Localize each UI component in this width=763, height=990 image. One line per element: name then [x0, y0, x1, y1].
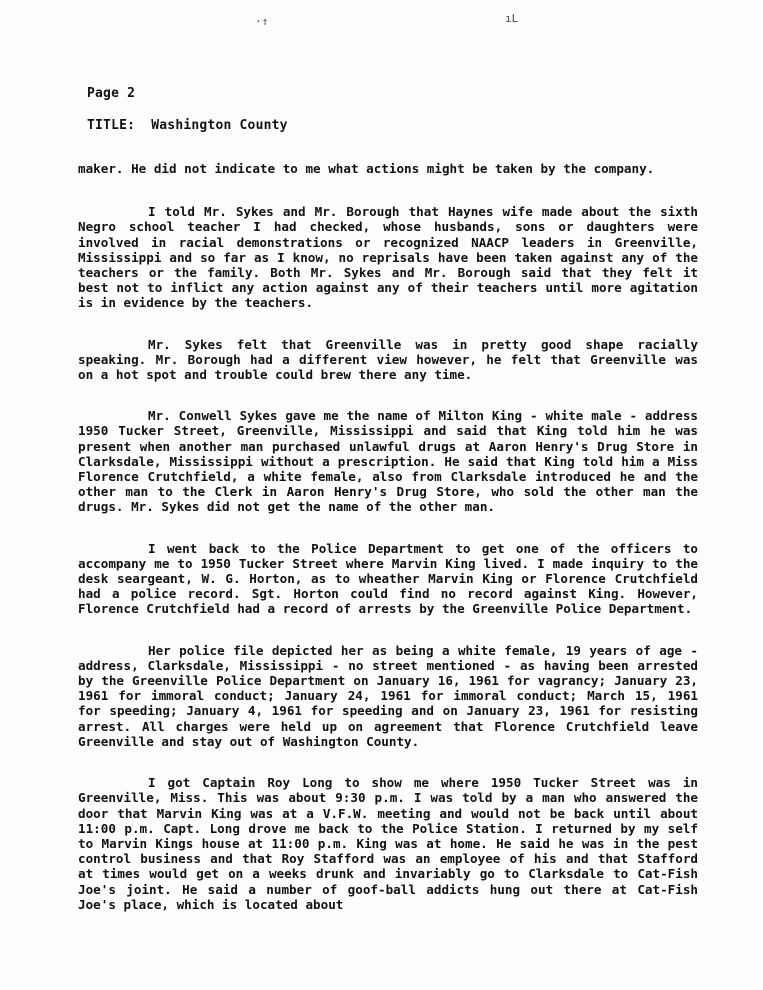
top-right-mark: ıL: [505, 12, 519, 25]
document-body: [78, 161, 698, 938]
paragraph-5: I went back to the Police Department to get one of the officers to accompany me to 1950 Tucker Street where Marvin King lived. I made inquiry to the desk seargeant, W. G. Horton, as to wheather Marvin King or Florence Crutchfield had a police record. Sgt. Horton could find no record against King. However, Florence Crutchfield had a record of arrests by the Greenville Police Department.: [78, 540, 698, 617]
paragraph-2: I told Mr. Sykes and Mr. Borough that Haynes wife made about the sixth Negro school teacher I had checked, whose husbands, sons or daughters were involved in racial demonstrations or recognized NAACP leaders in Greenville, Mississippi and so far as I know, no reprisals have been taken against any of the teachers or the family. Both Mr. Sykes and Mr. Borough said that they felt it best not to inflict any action against any of their teachers until more agitation is in evidence by the teachers.: [78, 204, 698, 311]
top-left-mark: ·↑: [255, 15, 269, 28]
paragraph-1: maker. He did not indicate to me what actions might be taken by the company.: [78, 161, 655, 176]
paragraph-3: Mr. Sykes felt that Greenville was in pretty good shape racially speaking. Mr. Borough had a different view however, he felt that Greenville was on a hot spot and trouble could brew there any time.: [78, 336, 698, 383]
title-line: [87, 118, 288, 133]
paragraph-7: I got Captain Roy Long to show me where 1950 Tucker Street was in Greenville, Miss. This was about 9:30 p.m. I was told by a man who answered the door that Marvin King was at a V.F.W. meeting and would not be back until about 11:00 p.m. Capt. Long drove me back to the Police Station. I returned by my self to Marvin Kings house at 11:00 p.m. King was at home. He said he was in the pest control business and that Roy Stafford was an employee of his and that Stafford at times would get on a weeks drunk and invariably go to Clarksdale to Cat-Fish Joe's joint. He said a number of goof-ball addicts hung out there at Cat-Fish Joe's place, which is located about: [78, 775, 698, 912]
title-label: TITLE:: [87, 118, 136, 133]
page-number: Page 2: [87, 86, 136, 101]
paragraph-4: Mr. Conwell Sykes gave me the name of Milton King - white male - address 1950 Tucker Street, Greenville, Mississippi and said that King told him he was present when another man purchased unlawful drugs at Aaron Henry's Drug Store in Clarksdale, Mississippi without a prescription. He said that King told him a Miss Florence Crutchfield, a white female, also from Clarksdale introduced he and the other man to the Clerk in Aaron Henry's Drug Store, who sold the other man the drugs. Mr. Sykes did not get the name of the other man.: [78, 408, 698, 515]
title-value: Washington County: [151, 118, 288, 133]
paragraph-6: Her police file depicted her as being a white female, 19 years of age - address, Clarksdale, Mississippi - no street mentioned - as having been arrested by the Greenville Police Department on January 16, 1961 for vagrancy; January 23, 1961 for immoral conduct; January 24, 1961 for immoral conduct; March 15, 1961 for speeding; January 4, 1961 for speeding and on January 23, 1961 for resisting arrest. All charges were held up on agreement that Florence Crutchfield leave Greenville and stay out of Washington County.: [78, 642, 698, 749]
